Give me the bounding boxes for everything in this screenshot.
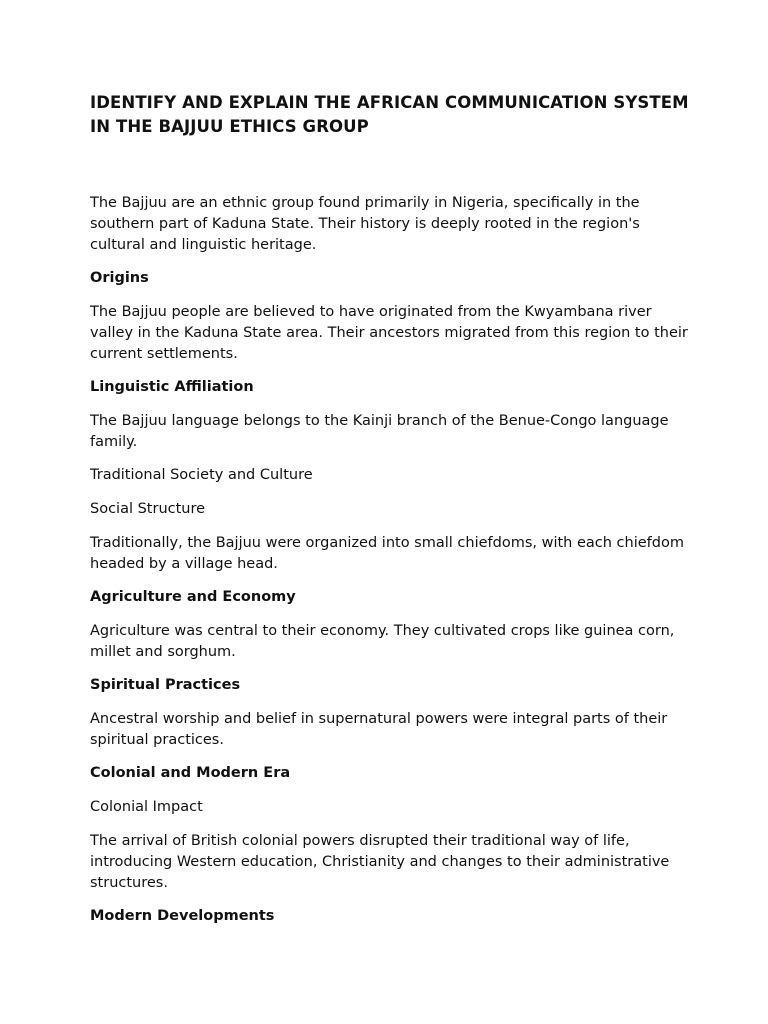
section-text-agriculture: Agriculture was central to their economy. They cultivated crops like guinea corn, millet and sorghum. xyxy=(90,623,675,660)
section-text-origins: The Bajjuu people are believed to have originated from the Kwyambana river valley in the Kaduna State area. Their ancestors migrated from this region to their current settlements. xyxy=(90,304,688,362)
section-heading-colonial-modern: Colonial and Modern Era xyxy=(90,765,291,781)
document-title: IDENTIFY AND EXPLAIN THE AFRICAN COMMUNICATION SYSTEM IN THE BAJJUU ETHICS GROUP xyxy=(90,93,689,136)
section-text-colonial-impact: The arrival of British colonial powers disrupted their traditional way of life, introducing Western education, Christianity and changes to their administrative structures. xyxy=(90,833,670,891)
section-heading-modern-developments: Modern Developments xyxy=(90,908,275,924)
section-heading-spiritual-practices: Spiritual Practices xyxy=(90,677,241,693)
section-heading-linguistic-affiliation: Linguistic Affiliation xyxy=(90,379,254,395)
subheading-colonial-impact: Colonial Impact xyxy=(90,799,203,815)
subheading-social-structure: Social Structure xyxy=(90,501,206,517)
section-text-linguistic-affiliation: The Bajjuu language belongs to the Kainji branch of the Benue-Congo language family. xyxy=(90,413,669,450)
document-body xyxy=(90,193,690,927)
section-heading-agriculture: Agriculture and Economy xyxy=(90,589,296,605)
section-text-spiritual-practices: Ancestral worship and belief in supernatural powers were integral parts of their spiritual practices. xyxy=(90,711,668,748)
section-heading-traditional-society: Traditional Society and Culture xyxy=(90,467,313,483)
section-text-social-structure: Traditionally, the Bajjuu were organized into small chiefdoms, with each chiefdom headed by a village head. xyxy=(90,535,684,572)
section-heading-origins: Origins xyxy=(90,270,149,286)
document-page xyxy=(90,91,690,940)
intro-paragraph: The Bajjuu are an ethnic group found primarily in Nigeria, specifically in the southern part of Kaduna State. Their history is deeply rooted in the region's cultural and linguistic heritage. xyxy=(90,195,640,253)
